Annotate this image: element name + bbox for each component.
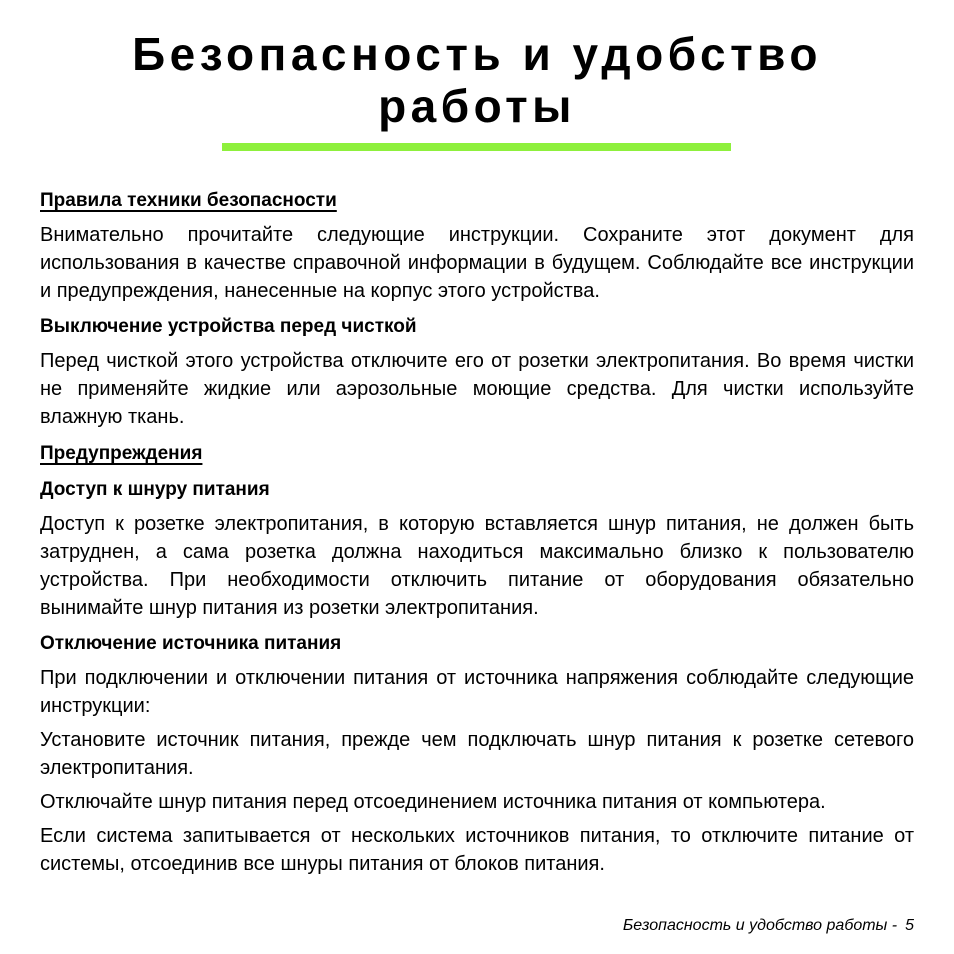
cord-heading: Доступ к шнуру питания	[40, 479, 270, 500]
cleaning-heading: Выключение устройства перед чисткой	[40, 316, 417, 337]
footer-text: Безопасность и удобство работы -	[622, 917, 898, 934]
power-paragraph-1: При подключении и отключении питания от источника напряжения соблюдайте следующие инструкции:	[40, 667, 914, 717]
page-number: 5	[905, 917, 914, 934]
rules-heading: Правила техники безопасности	[40, 190, 337, 211]
title-underline-bar	[222, 143, 731, 151]
page-title-line1: Безопасность и удобство	[132, 28, 822, 80]
cleaning-paragraph: Перед чисткой этого устройства отключите его от розетки электропитания. Во время чистки не применяйте жидкие или аэрозольные моющие средства. Для чистки используйте влажную ткань.	[40, 350, 914, 428]
warnings-heading: Предупреждения	[40, 443, 203, 464]
page-title-line2: работы	[378, 80, 576, 132]
page-title	[0, 28, 954, 132]
rules-paragraph: Внимательно прочитайте следующие инструкции. Сохраните этот документ для использования в качестве справочной информации в будущем. Соблюдайте все инструкции и предупреждения, нанесенные на корпус этого устройства.	[40, 224, 914, 302]
cord-paragraph: Доступ к розетке электропитания, в которую вставляется шнур питания, не должен быть затруднен, а сама розетка должна находиться максимально близко к пользователю устройства. При необходимости отключить питание от оборудования обязательно вынимайте шнур питания из розетки электропитания.	[40, 513, 914, 619]
document-body	[40, 186, 914, 878]
page-footer	[623, 916, 914, 936]
power-paragraph-3: Отключайте шнур питания перед отсоединением источника питания от компьютера.	[40, 791, 826, 813]
power-paragraph-2: Установите источник питания, прежде чем подключать шнур питания к розетке сетевого электропитания.	[40, 729, 914, 779]
power-paragraph-4: Если система запитывается от нескольких источников питания, то отключите питание от системы, отсоединив все шнуры питания от блоков питания.	[40, 825, 914, 875]
power-heading: Отключение источника питания	[40, 633, 342, 654]
